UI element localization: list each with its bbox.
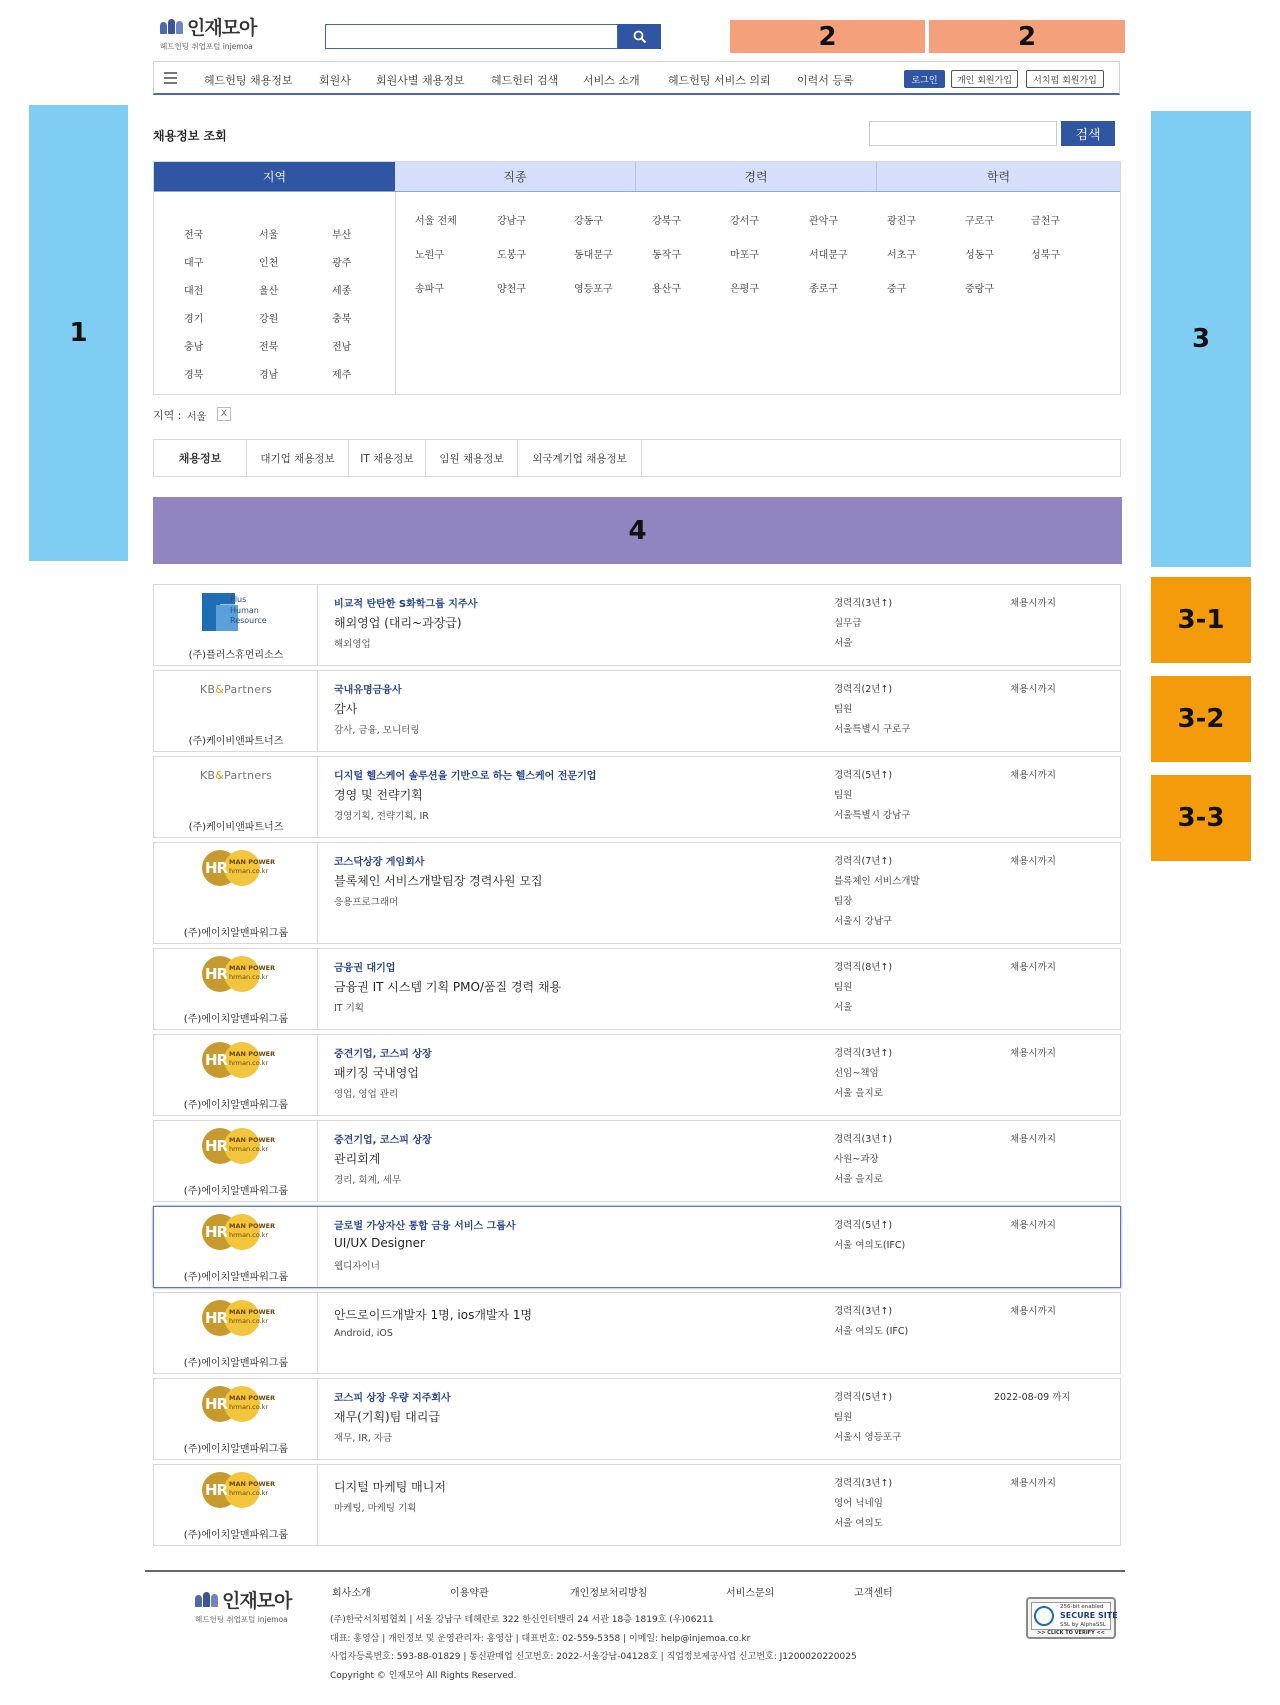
logo-text: HR <box>205 859 228 877</box>
logo-text: HR <box>205 1051 228 1069</box>
company-logo <box>202 956 274 992</box>
job-field: 재무, IR, 자금 <box>334 1433 393 1444</box>
job-deadline: 채용시까지 <box>1010 598 1056 609</box>
company-logo-cell <box>154 757 318 837</box>
region-divider <box>395 192 396 394</box>
company-logo <box>202 1042 274 1078</box>
district-option[interactable]: 성북구 <box>1031 250 1060 261</box>
footer-registration: 사업자등록번호: 593-88-01829 | 통신판매업 신고번호: 2022-서울강남-04128호 | 직업정보제공사업 신고번호: J1200020220025 <box>330 1652 857 1662</box>
logo-text: Human <box>230 605 259 615</box>
district-option[interactable]: 송파구 <box>415 284 444 295</box>
district-option[interactable]: 용산구 <box>652 284 681 295</box>
remove-filter-button[interactable]: X <box>217 407 231 421</box>
nav-item-jobs[interactable]: 헤드헌팅 채용정보 <box>204 74 293 87</box>
job-condition: 서울 을지로 <box>834 1088 883 1099</box>
company-logo-cell <box>154 1207 318 1287</box>
logo-text: hrman.co.kr <box>229 1317 269 1325</box>
logo-text: MAN POWER <box>229 1050 276 1058</box>
district-option[interactable]: 구로구 <box>965 216 994 227</box>
company-name[interactable]: (주)케이비앤파트너즈 <box>188 736 284 747</box>
job-listing[interactable] <box>153 1464 1121 1546</box>
district-option[interactable]: 종로구 <box>809 284 838 295</box>
tab-job-type[interactable]: 직종 <box>395 162 636 191</box>
search-icon <box>633 30 647 44</box>
job-deadline: 채용시까지 <box>1010 684 1056 695</box>
ad-header-left[interactable]: 2 <box>730 20 925 53</box>
district-option[interactable]: 마포구 <box>730 250 759 261</box>
company-logo-cell <box>154 1293 318 1373</box>
job-condition: 경력직(3년↑) <box>834 598 893 609</box>
job-condition: 서울특별시 강남구 <box>834 810 911 821</box>
tab-experience[interactable]: 경력 <box>636 162 877 191</box>
company-logo <box>154 683 318 696</box>
job-condition: 서울 <box>834 1002 853 1013</box>
job-listing[interactable] <box>153 1292 1121 1374</box>
company-name[interactable]: (주)에이치알맨파워그룹 <box>183 1358 289 1369</box>
nav-item-service-intro[interactable]: 서비스 소개 <box>583 74 640 87</box>
district-option[interactable]: 양천구 <box>497 284 526 295</box>
category-executive[interactable]: 임원 채용정보 <box>426 440 518 476</box>
job-listing[interactable] <box>153 1034 1121 1116</box>
job-deadline: 채용시까지 <box>1010 1048 1056 1059</box>
logo-text: MAN POWER <box>229 1222 276 1230</box>
district-option[interactable]: 강동구 <box>574 216 603 227</box>
district-option[interactable]: 중구 <box>887 284 907 295</box>
company-name[interactable]: (주)케이비앤파트너즈 <box>188 822 284 833</box>
logo-text: MAN POWER <box>229 964 276 972</box>
job-tag: 비교적 탄탄한 S화학그룹 지주사 <box>334 599 478 610</box>
logo-text: MAN POWER <box>229 1480 276 1488</box>
company-logo-cell <box>154 949 318 1029</box>
ad-header-right[interactable]: 2 <box>929 20 1125 53</box>
ad-right-3[interactable]: 3-3 <box>1151 775 1251 861</box>
job-condition: 서울 여의도 <box>834 1518 883 1529</box>
company-logo-cell <box>154 585 318 665</box>
district-option[interactable]: 성동구 <box>965 250 994 261</box>
logo-text: hrman.co.kr <box>229 973 269 981</box>
job-title[interactable]: 디지털 마케팅 매니저 <box>334 1480 446 1494</box>
site-logo[interactable] <box>160 13 256 52</box>
job-tag: 글로벌 가상자산 통합 금융 서비스 그룹사 <box>334 1221 516 1232</box>
district-option[interactable]: 동대문구 <box>574 250 613 261</box>
company-name[interactable]: (주)에이치알맨파워그룹 <box>183 1530 289 1541</box>
tab-region[interactable]: 지역 <box>154 162 395 191</box>
district-option[interactable]: 광진구 <box>887 216 916 227</box>
logo-text: hrman.co.kr <box>229 1145 269 1153</box>
company-name[interactable]: (주)에이치알맨파워그룹 <box>183 1100 289 1111</box>
logo-text: MAN POWER <box>229 1136 276 1144</box>
job-field: IT 기획 <box>334 1003 364 1014</box>
company-name[interactable]: (주)에이치알맨파워그룹 <box>183 1014 289 1025</box>
job-condition: 실무급 <box>834 618 862 629</box>
logo-text: HR <box>205 1137 228 1155</box>
district-option[interactable]: 도봉구 <box>497 250 526 261</box>
region-option[interactable]: 강원 <box>259 314 279 325</box>
logo-text: & <box>215 769 225 782</box>
job-field: 마케팅, 마케팅 기획 <box>334 1503 417 1514</box>
job-title[interactable]: 감사 <box>334 702 358 716</box>
job-title[interactable]: 관리회계 <box>334 1152 381 1166</box>
job-listing[interactable] <box>153 584 1121 666</box>
logo-text: Resource <box>230 616 267 625</box>
logo-text: MAN POWER <box>229 1394 276 1402</box>
job-tag: 코스닥상장 게임회사 <box>334 857 425 868</box>
job-field: 감사, 금융, 모니터링 <box>334 725 420 736</box>
footer-logo-name: 인재모아 <box>222 1590 292 1612</box>
job-listing[interactable] <box>153 948 1121 1030</box>
category-bar <box>153 439 1121 477</box>
job-deadline: 채용시까지 <box>1010 1220 1056 1231</box>
job-field: 해외영업 <box>334 639 371 650</box>
region-option[interactable]: 경남 <box>259 370 279 381</box>
job-condition: 경력직(5년↑) <box>834 770 893 781</box>
footer-link-privacy[interactable]: 개인정보처리방침 <box>570 1588 648 1599</box>
region-option[interactable]: 충북 <box>332 314 352 325</box>
logo-text: MAN POWER <box>229 1308 276 1316</box>
job-listing[interactable] <box>153 842 1121 944</box>
job-title[interactable]: 재무(기획)팀 대리급 <box>334 1410 440 1424</box>
job-condition: 팀원 <box>834 982 853 993</box>
job-condition: 서울 여의도 (IFC) <box>834 1326 909 1337</box>
header-search-input[interactable] <box>325 24 618 49</box>
company-logo-cell <box>154 1035 318 1115</box>
footer-copyright: Copyright © 인재모아 All Rights Reserved. <box>330 1671 517 1681</box>
job-tag: 중견기업, 코스피 상장 <box>334 1135 432 1146</box>
job-search-button[interactable]: 검색 <box>1061 121 1115 146</box>
filter-panel <box>153 161 1121 395</box>
company-name[interactable]: (주)에이치알맨파워그룹 <box>183 1186 289 1197</box>
job-condition: 서울특별시 구로구 <box>834 724 911 735</box>
logo-subtitle: 헤드헌팅 취업포털 injemoa <box>160 42 253 51</box>
logo-text: HR <box>205 1395 228 1413</box>
job-condition: 경력직(8년↑) <box>834 962 893 973</box>
footer-address: (주)한국서치펌협회 | 서울 강남구 테헤란로 322 한신인터밸리 24 서관 18층 1819호 (우)06211 <box>330 1615 714 1625</box>
ad-banner[interactable]: 4 <box>153 497 1122 564</box>
selected-filter-label: 지역 : <box>153 409 182 422</box>
nav-item-resume[interactable]: 이력서 등록 <box>797 74 854 87</box>
ad-left-side[interactable]: 1 <box>29 105 128 561</box>
tab-underline <box>154 191 1120 192</box>
logo-text: MAN POWER <box>229 858 276 866</box>
region-option[interactable]: 부산 <box>332 230 352 241</box>
region-option[interactable]: 제주 <box>332 370 352 381</box>
personal-join-button[interactable]: 개인 회원가입 <box>951 70 1018 88</box>
category-foreign[interactable]: 외국계기업 채용정보 <box>518 440 642 476</box>
logo-text: & <box>215 683 225 696</box>
job-title[interactable]: 블록체인 서비스개발팀장 경력사원 모집 <box>334 874 543 888</box>
job-condition: 팀장 <box>834 896 853 907</box>
category-all[interactable]: 채용정보 <box>154 440 247 476</box>
job-deadline: 채용시까지 <box>1010 962 1056 973</box>
job-condition: 서울시 강남구 <box>834 916 893 927</box>
job-condition: 서울 여의도(IFC) <box>834 1240 906 1251</box>
footer-contact: 대표: 홍영삼 | 개인정보 및 운영관리자: 홍영삼 | 대표번호: 02-559-5358 | 이메일: help@injemoa.co.kr <box>330 1634 751 1644</box>
logo-text: hrman.co.kr <box>229 1403 269 1411</box>
job-condition: 서울 <box>834 638 853 649</box>
job-condition: 서울시 영등포구 <box>834 1432 902 1443</box>
district-option[interactable]: 서대문구 <box>809 250 848 261</box>
district-option[interactable]: 서울 전체 <box>415 216 457 227</box>
job-title[interactable]: UI/UX Designer <box>334 1236 425 1250</box>
job-condition: 서울 을지로 <box>834 1174 883 1185</box>
header-search-button[interactable] <box>618 24 661 49</box>
region-option[interactable]: 대구 <box>184 258 204 269</box>
footer-link-terms[interactable]: 이용약관 <box>450 1588 489 1599</box>
job-listing[interactable] <box>153 670 1121 752</box>
logo-text: Partners <box>224 683 273 696</box>
job-condition: 경력직(3년↑) <box>834 1306 893 1317</box>
company-name[interactable]: (주)에이치알맨파워그룹 <box>183 1444 289 1455</box>
region-option[interactable]: 울산 <box>259 286 279 297</box>
district-option[interactable]: 강남구 <box>497 216 526 227</box>
region-option[interactable]: 경북 <box>184 370 204 381</box>
district-option[interactable]: 관악구 <box>809 216 838 227</box>
region-option[interactable]: 전남 <box>332 342 352 353</box>
secure-line-1: 256-bit enabled <box>1060 1604 1104 1610</box>
nav-item-headhunter-search[interactable]: 헤드헌터 검색 <box>491 74 559 87</box>
logo-text: Partners <box>224 769 273 782</box>
job-title[interactable]: 안드로이드개발자 1명, ios개발자 1명 <box>334 1308 533 1322</box>
job-condition: 팀원 <box>834 790 853 801</box>
job-condition: 경력직(7년↑) <box>834 856 893 867</box>
job-deadline: 채용시까지 <box>1010 1134 1056 1145</box>
logo-text: hrman.co.kr <box>229 1489 269 1497</box>
company-logo <box>154 769 318 782</box>
job-tag: 코스피 상장 우량 지주회사 <box>334 1393 451 1404</box>
category-large-company[interactable]: 대기업 채용정보 <box>247 440 349 476</box>
company-name[interactable]: (주)에이치알맨파워그룹 <box>183 1272 289 1283</box>
secure-verify: >> CLICK TO VERIFY << <box>1037 1630 1105 1636</box>
district-option[interactable]: 영등포구 <box>574 284 613 295</box>
job-condition: 경력직(3년↑) <box>834 1048 893 1059</box>
job-condition: 경력직(3년↑) <box>834 1478 893 1489</box>
job-deadline: 2022-08-09 까지 <box>994 1392 1071 1403</box>
footer-logo[interactable] <box>195 1586 291 1625</box>
nav-item-members[interactable]: 회원사 <box>319 74 351 87</box>
job-listing[interactable] <box>153 1206 1121 1288</box>
ad-right-2[interactable]: 3-2 <box>1151 676 1251 762</box>
nav-item-member-jobs[interactable]: 회원사별 채용정보 <box>376 74 465 87</box>
job-field: 영업, 영업 관리 <box>334 1089 399 1100</box>
job-listing[interactable] <box>153 1120 1121 1202</box>
job-condition: 팀원 <box>834 1412 853 1423</box>
footer-divider <box>145 1570 1125 1572</box>
company-logo-cell <box>154 1465 318 1545</box>
company-logo-cell <box>154 843 318 943</box>
page-title: 채용정보 조회 <box>153 129 227 143</box>
district-option[interactable]: 강서구 <box>730 216 759 227</box>
job-tag: 중견기업, 코스피 상장 <box>334 1049 432 1060</box>
job-deadline: 채용시까지 <box>1010 770 1056 781</box>
logo-text: hrman.co.kr <box>229 1231 269 1239</box>
job-search-input[interactable] <box>869 121 1057 146</box>
logo-text: KB <box>199 683 216 696</box>
company-name[interactable]: (주)플러스휴먼리소스 <box>188 650 284 661</box>
job-condition: 경력직(5년↑) <box>834 1220 893 1231</box>
footer-link-customer-center[interactable]: 고객센터 <box>854 1588 893 1599</box>
company-logo <box>202 1386 274 1422</box>
job-condition: 경력직(2년↑) <box>834 684 893 695</box>
company-logo-cell <box>154 1379 318 1459</box>
job-condition: 경력직(3년↑) <box>834 1134 893 1145</box>
people-icon <box>195 1592 218 1607</box>
footer-link-inquiry[interactable]: 서비스문의 <box>726 1588 775 1599</box>
secure-site-badge[interactable] <box>1026 1597 1116 1639</box>
company-logo-cell <box>154 1121 318 1201</box>
job-listing[interactable] <box>153 1378 1121 1460</box>
searchfirm-join-button[interactable]: 서치펌 회원가입 <box>1026 70 1104 88</box>
logo-text: KB <box>199 769 216 782</box>
job-field: 경영기획, 전략기획, IR <box>334 811 429 822</box>
district-option[interactable]: 노원구 <box>415 250 444 261</box>
category-it[interactable]: IT 채용정보 <box>349 440 426 476</box>
district-option[interactable]: 동작구 <box>652 250 681 261</box>
job-condition: 경력직(5년↑) <box>834 1392 893 1403</box>
job-listing[interactable] <box>153 756 1121 838</box>
region-option[interactable]: 서울 <box>259 230 279 241</box>
job-tag: 디지털 헬스케어 솔루션을 기반으로 하는 헬스케어 전문기업 <box>334 771 597 782</box>
job-condition: 팀원 <box>834 704 853 715</box>
job-tag: 금융권 대기업 <box>334 963 396 974</box>
district-option[interactable]: 금천구 <box>1031 216 1060 227</box>
footer-link-about[interactable]: 회사소개 <box>332 1588 371 1599</box>
logo-text: Plus <box>230 595 247 604</box>
company-logo <box>202 850 274 886</box>
main-nav <box>153 61 1120 95</box>
region-option[interactable]: 광주 <box>332 258 352 269</box>
region-option[interactable]: 대전 <box>184 286 204 297</box>
nav-item-service-request[interactable]: 헤드헌팅 서비스 의뢰 <box>668 74 771 87</box>
job-condition: 선임~책임 <box>834 1068 879 1079</box>
district-option[interactable]: 서초구 <box>887 250 916 261</box>
logo-text: HR <box>205 1309 228 1327</box>
job-tag: 국내유명금융사 <box>334 685 402 696</box>
district-option[interactable]: 강북구 <box>652 216 681 227</box>
job-title[interactable]: 경영 및 전략기획 <box>334 788 423 802</box>
job-title[interactable]: 금융권 IT 시스템 기획 PMO/품질 경력 채용 <box>334 980 562 994</box>
job-deadline: 채용시까지 <box>1010 1306 1056 1317</box>
company-name[interactable]: (주)에이치알맨파워그룹 <box>183 928 289 939</box>
ad-right-side[interactable]: 3 <box>1151 111 1251 567</box>
login-button[interactable]: 로그인 <box>904 70 945 88</box>
tab-education[interactable]: 학력 <box>877 162 1120 191</box>
job-deadline: 채용시까지 <box>1010 1478 1056 1489</box>
logo-text: HR <box>205 965 228 983</box>
job-field: 경리, 회계, 세무 <box>334 1175 402 1186</box>
job-field: 응용프로그래머 <box>334 897 399 908</box>
secure-line-3: SSL by AlphaSSL <box>1060 1622 1106 1628</box>
region-option[interactable]: 세종 <box>332 286 352 297</box>
region-option[interactable]: 인천 <box>259 258 279 269</box>
region-option[interactable]: 전북 <box>259 342 279 353</box>
logo-name: 인재모아 <box>187 17 257 39</box>
district-option[interactable]: 중랑구 <box>965 284 994 295</box>
logo-text: hrman.co.kr <box>229 1059 269 1067</box>
company-logo <box>202 1128 274 1164</box>
job-title[interactable]: 해외영업 (대리~과장급) <box>334 616 462 630</box>
job-title[interactable]: 패키징 국내영업 <box>334 1066 419 1080</box>
hamburger-menu-icon[interactable] <box>164 72 177 87</box>
footer-logo-subtitle: 헤드헌팅 취업포털 injemoa <box>195 1615 288 1624</box>
job-condition: 블록체인 서비스개발 <box>834 876 920 887</box>
company-logo-cell <box>154 671 318 751</box>
job-field: Android, iOS <box>334 1328 393 1339</box>
company-logo <box>202 1300 274 1336</box>
district-option[interactable]: 은평구 <box>730 284 759 295</box>
secure-line-2: SECURE SITE <box>1060 1611 1118 1620</box>
region-option[interactable]: 전국 <box>184 230 204 241</box>
people-icon <box>160 19 183 34</box>
company-logo <box>202 1472 274 1508</box>
job-condition: 사원~과장 <box>834 1154 879 1165</box>
selected-filter-value: 서울 <box>187 412 207 423</box>
job-deadline: 채용시까지 <box>1010 856 1056 867</box>
region-option[interactable]: 경기 <box>184 314 204 325</box>
logo-text: HR <box>205 1481 228 1499</box>
region-option[interactable]: 충남 <box>184 342 204 353</box>
ad-right-1[interactable]: 3-1 <box>1151 577 1251 663</box>
ssl-seal-icon <box>1034 1606 1054 1626</box>
company-logo <box>202 1214 274 1250</box>
logo-text: hrman.co.kr <box>229 867 269 875</box>
company-logo <box>202 593 274 631</box>
logo-text: HR <box>205 1223 228 1241</box>
job-field: 웹디자이너 <box>334 1261 380 1272</box>
job-condition: 영어 닉네임 <box>834 1498 883 1509</box>
